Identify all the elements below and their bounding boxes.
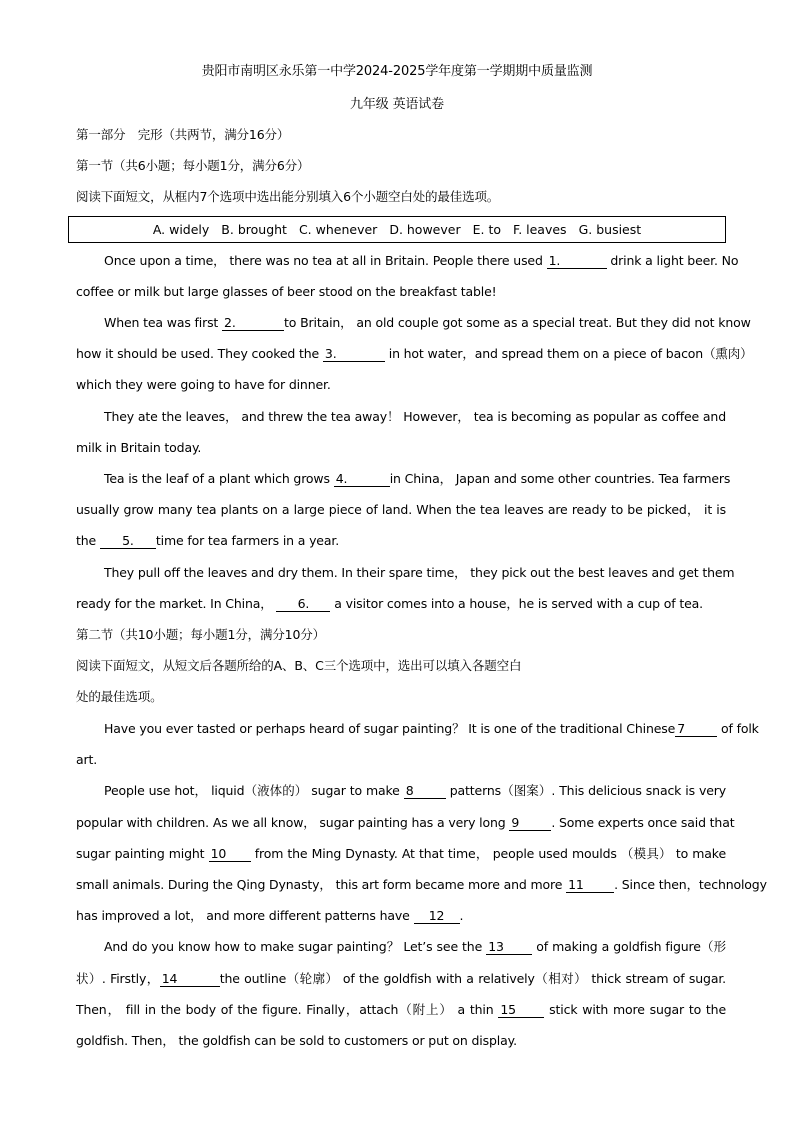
exam-title: 贵阳市南明区永乐第一中学2024-2025学年度第一学期期中质量监测 bbox=[201, 64, 593, 79]
passage2-line: has improved a lot， and more different patterns have 12 . bbox=[76, 908, 464, 923]
section1-instruction: 阅读下面短文，从框内7个选项中选出能分别填入6个小题空白处的最佳选项。 bbox=[76, 189, 500, 204]
answer-blank[interactable]: 11 bbox=[566, 878, 614, 893]
passage2-line: art. bbox=[76, 752, 98, 767]
passage1-line: They ate the leaves， and threw the tea away！ However， tea is becoming as popular as coffee and bbox=[104, 409, 726, 424]
passage2-line: People use hot， liquid（液体的） sugar to make 8 patterns（图案）. This delicious snack is very bbox=[104, 783, 727, 798]
exam-subtitle: 九年级 英语试卷 bbox=[350, 97, 444, 112]
passage1-line: usually grow many tea plants on a large piece of land. When the tea leaves are ready to be picked， it is bbox=[76, 502, 726, 517]
answer-blank[interactable]: 12 bbox=[414, 909, 460, 924]
option-d: D. however bbox=[389, 222, 461, 237]
option-c: C. whenever bbox=[298, 222, 378, 237]
passage1-line: When tea was first 2. to Britain， an old couple got some as a special treat. But they did not know bbox=[104, 315, 751, 330]
answer-blank[interactable]: 3. bbox=[323, 347, 385, 362]
passage1-line: They pull off the leaves and dry them. In their spare time， they pick out the best leaves and get them bbox=[104, 565, 735, 580]
passage1-line: coffee or milk but large glasses of beer stood on the breakfast table! bbox=[76, 284, 497, 299]
answer-blank[interactable]: 5. bbox=[100, 534, 156, 549]
passage2-line: Have you ever tasted or perhaps heard of sugar painting？ It is one of the traditional Chinese 7 of folk bbox=[104, 721, 759, 736]
part1-heading: 第一部分 完形（共两节，满分16分） bbox=[76, 127, 290, 142]
option-f: F. leaves bbox=[513, 222, 567, 237]
passage1-line: Once upon a time， there was no tea at all in Britain. People there used 1. drink a light beer. No bbox=[104, 253, 739, 268]
answer-blank[interactable]: 8 bbox=[404, 784, 446, 799]
passage2-line: 状）. Firstly， 14 the outline（轮廓） of the goldfish with a relatively（相对） thick stream of sugar. bbox=[76, 971, 727, 986]
answer-blank[interactable]: 2. bbox=[222, 316, 284, 331]
answer-blank[interactable]: 1. bbox=[547, 254, 607, 269]
section1-heading: 第一节（共6小题；每小题1分，满分6分） bbox=[76, 158, 310, 173]
answer-blank[interactable]: 9 bbox=[509, 816, 551, 831]
options-box bbox=[68, 216, 726, 243]
passage1-line: ready for the market. In China， 6. a visitor comes into a house，he is served with a cup of tea. bbox=[76, 596, 703, 611]
option-e: E. to bbox=[472, 222, 502, 237]
option-a: A. widely bbox=[152, 222, 210, 237]
answer-blank[interactable]: 10 bbox=[209, 847, 251, 862]
passage2-line: sugar painting might 10 from the Ming Dynasty. At that time， people used moulds （模具） to make bbox=[76, 846, 726, 861]
answer-blank[interactable]: 14 bbox=[160, 972, 220, 987]
passage2-line: Then， fill in the body of the figure. Finally，attach（附上） a thin 15 stick with more sugar to the bbox=[76, 1002, 726, 1017]
passage1-line: which they were going to have for dinner. bbox=[76, 377, 331, 392]
answer-blank[interactable]: 15 bbox=[498, 1003, 544, 1018]
passage1-line: the 5. time for tea farmers in a year. bbox=[76, 533, 340, 548]
section2-instruction: 处的最佳选项。 bbox=[76, 689, 163, 704]
option-b: B. brought bbox=[221, 222, 287, 237]
answer-blank[interactable]: 6. bbox=[276, 597, 330, 612]
option-g: G. busiest bbox=[578, 222, 642, 237]
passage2-line: goldfish. Then， the goldfish can be sold to customers or put on display. bbox=[76, 1033, 517, 1048]
passage1-line: how it should be used. They cooked the 3. in hot water，and spread them on a piece of bacon（熏肉） bbox=[76, 346, 753, 361]
answer-blank[interactable]: 4. bbox=[334, 472, 390, 487]
passage1-line: Tea is the leaf of a plant which grows 4. in China， Japan and some other countries. Tea farmers bbox=[104, 471, 731, 486]
passage2-line: popular with children. As we all know， sugar painting has a very long 9 . Some experts once said that bbox=[76, 815, 735, 830]
section2-heading: 第二节（共10小题；每小题1分，满分10分） bbox=[76, 627, 325, 642]
passage1-line: milk in Britain today. bbox=[76, 440, 202, 455]
answer-blank[interactable]: 13 bbox=[486, 940, 532, 955]
passage2-line: And do you know how to make sugar painting？ Let’s see the 13 of making a goldfish figure（形 bbox=[104, 939, 726, 954]
answer-blank[interactable]: 7 bbox=[675, 722, 717, 737]
section2-instruction: 阅读下面短文，从短文后各题所给的A、B、C三个选项中，选出可以填入各题空白 bbox=[76, 658, 522, 673]
passage2-line: small animals. During the Qing Dynasty， this art form became more and more 11 . Since then，technology bbox=[76, 877, 767, 892]
